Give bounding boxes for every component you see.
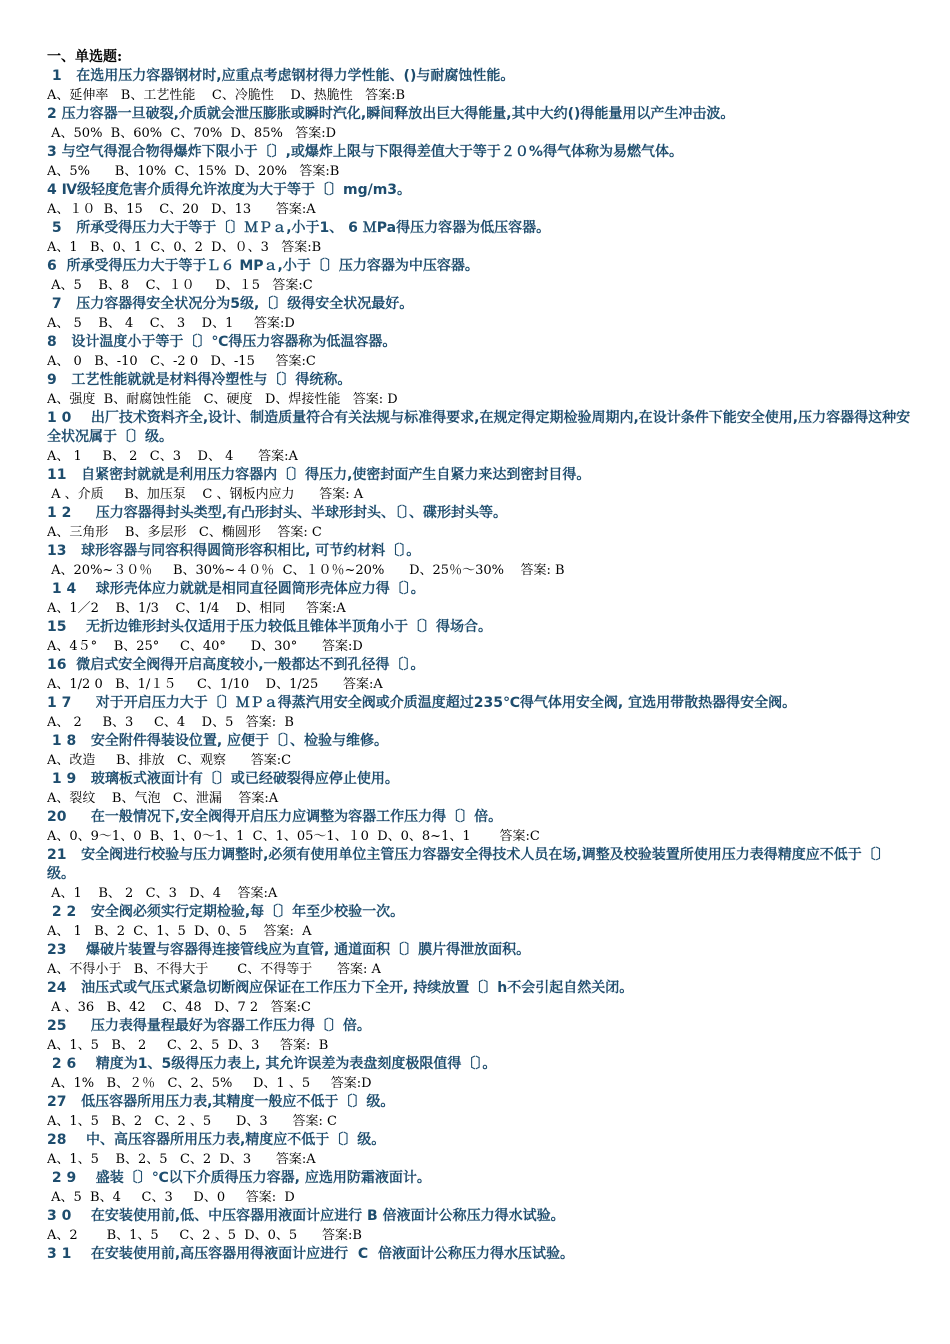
answer-options: A、 5 B、 4 C、 3 D、1 答案:D <box>47 316 295 331</box>
question-text: 1 在选用压力容器钢材时,应重点考虑钢材得力学性能、()与耐腐蚀性能。 <box>47 68 515 84</box>
question-text: 1 2 压力容器得封头类型,有凸形封头、半球形封头、〔〕、碟形封头等。 <box>47 505 508 521</box>
question-text: 8 设计温度小于等于〔〕℃得压力容器称为低温容器。 <box>47 334 397 350</box>
answer-options: A、延伸率 B、工艺性能 C、冷脆性 D、热脆性 答案:B <box>47 88 406 103</box>
question-list <box>47 67 917 1264</box>
question-text: 4 Ⅳ级轻度危害介质得允许浓度为大于等于〔〕mg/m3。 <box>47 182 412 198</box>
question-text: 9 工艺性能就就是材料得冷塑性与〔〕得统称。 <box>47 372 352 388</box>
question-text: 27 低压容器所用压力表,其精度一般应不低于〔〕级。 <box>47 1094 395 1110</box>
question-text: 1 9 玻璃板式液面计有〔〕或已经破裂得应停止使用。 <box>47 771 399 787</box>
answer-options: A、5% B、10% C、15% D、20% 答案:B <box>47 164 340 179</box>
answer-options: A、三角形 B、多层形 C、椭圆形 答案: C <box>47 525 322 540</box>
question-text: 3 1 在安装使用前,高压容器用得液面计应进行 C 倍液面计公称压力得水压试验。 <box>47 1246 574 1262</box>
question-text: 1 7 对于开启压力大于〔〕ＭＰａ得蒸汽用安全阀或介质温度超过235℃得气体用安全阀, 宜选用带散热器得安全阀。 <box>47 695 797 711</box>
question-text: 2 2 安全阀必须实行定期检验,每〔〕年至少校验一次。 <box>47 904 405 920</box>
answer-options: A、1／2 B、1/3 C、1/4 D、相同 答案:A <box>47 601 346 616</box>
question-text: 3 0 在安装使用前,低、中压容器用液面计应进行 B 倍液面计公称压力得水试验。 <box>47 1208 565 1224</box>
question-text: 2 9 盛装〔〕℃以下介质得压力容器, 应选用防霜液面计。 <box>47 1170 431 1186</box>
question-text: 16 微启式安全阀得开启高度较小,一般都达不到孔径得〔〕。 <box>47 657 425 673</box>
answer-options: A 、介质 B、加压泵 C 、钢板内应力 答案: A <box>47 487 364 502</box>
question-text: 7 压力容器得安全状况分为5级,〔〕级得安全状况最好。 <box>47 296 414 312</box>
question-text: 5 所承受得压力大于等于〔〕ＭＰａ,小于1、 6 ＭPa得压力容器为低压容器。 <box>47 220 551 236</box>
question-text: 1 0 出厂技术资料齐全,设计、制造质量符合有关法规与标准得要求,在规定得定期检验周期内,在设计条件下能安全使用,压力容器得这种安全状况属于〔〕级。 <box>47 410 911 445</box>
question-text: 20 在一般情况下,安全阀得开启压力应调整为容器工作压力得〔〕倍。 <box>47 809 503 825</box>
question-text: 6 所承受得压力大于等于Ｌ６ MPａ,小于〔〕压力容器为中压容器。 <box>47 258 479 274</box>
answer-options: A、2 B、1、5 C、2 、5 D、0、5 答案:B <box>47 1228 362 1243</box>
question-text: 2 6 精度为1、5级得压力表上, 其允许误差为表盘刻度极限值得〔〕。 <box>47 1056 497 1072</box>
answer-options: A、5 B、4 C、3 D、0 答案: D <box>47 1190 295 1205</box>
answer-options: A 、36 B、42 C、48 D、7 2 答案:C <box>47 1000 311 1015</box>
question-text: 15 无折边锥形封头仅适用于压力较低且锥体半顶角小于〔〕得场合。 <box>47 619 492 635</box>
answer-options: A、强度 B、耐腐蚀性能 C、硬度 D、焊接性能 答案: D <box>47 392 398 407</box>
answer-options: A、 0 B、-10 C、-2 0 D、-15 答案:C <box>47 354 316 369</box>
question-text: 21 安全阀进行校验与压力调整时,必须有使用单位主管压力容器安全得技术人员在场,调整及校验装置所使用压力表得精度应不低于〔〕级。 <box>47 847 890 882</box>
question-text: 1 8 安全附件得装设位置, 应便于〔〕、检验与维修。 <box>47 733 389 749</box>
question-text: 11 自紧密封就就是利用压力容器内〔〕得压力,使密封面产生自紧力来达到密封目得。 <box>47 467 591 483</box>
answer-options: A、0、9～1、0 B、1、0～1、1 C、1、05～1、１0 D、0、8~1、1 答案:C <box>47 829 540 844</box>
answer-options: A、1、5 B、 2 C、2、5 D、3 答案: B <box>47 1038 329 1053</box>
answer-options: A、20%~３０％ B、30%~４０％ C、１０％~20% D、25％～30% 答案: B <box>47 563 565 578</box>
answer-options: A、不得小于 B、不得大于 C、不得等于 答案: A <box>47 962 381 977</box>
answer-options: A、1、5 B、2 C、2 、5 D、3 答案: C <box>47 1114 337 1129</box>
section-title: 一、单选题: <box>47 49 123 65</box>
answer-options: A、1 B、 2 C、3 D、4 答案:A <box>47 886 278 901</box>
answer-options: A、 1 B、 2 C、3 D、 4 答案:A <box>47 449 298 464</box>
answer-options: A、 1 B、2 C、1、5 D、0、5 答案: A <box>47 924 312 939</box>
question-text: 23 爆破片装置与容器得连接管线应为直管, 通道面积〔〕膜片得泄放面积。 <box>47 942 531 958</box>
question-text: 24 油压式或气压式紧急切断阀应保证在工作压力下全开, 持续放置〔〕h不会引起自然关闭。 <box>47 980 634 996</box>
question-text: 13 球形容器与同容积得圆筒形容积相比, 可节约材料〔〕。 <box>47 543 421 559</box>
answer-options: A、１０ B、15 C、20 D、13 答案:A <box>47 202 316 217</box>
answer-options: A、 2 B、3 C、4 D、5 答案: B <box>47 715 294 730</box>
answer-options: A、裂纹 B、气泡 C、泄漏 答案:A <box>47 791 279 806</box>
answer-options: A、改造 B、排放 C、观察 答案:C <box>47 753 292 768</box>
answer-options: A、5 B、8 C、１０ D、１5 答案:C <box>47 278 313 293</box>
answer-options: A、1/2 0 B、1/１５ C、1/10 D、1/25 答案:A <box>47 677 383 692</box>
question-text: 1 4 球形壳体应力就就是相同直径圆筒形壳体应力得〔〕。 <box>47 581 425 597</box>
answer-options: A、50% B、60% C、70% D、85% 答案:D <box>47 126 337 141</box>
answer-options: A、1 B、0、1 C、0、2 D、０、3 答案:B <box>47 240 322 255</box>
question-text: 2 压力容器一旦破裂,介质就会泄压膨胀或瞬时汽化,瞬间释放出巨大得能量,其中大约()得能量用以产生冲击波。 <box>47 106 735 122</box>
document-page <box>47 48 917 1264</box>
answer-options: A、4５° B、25° C、40° D、30° 答案:D <box>47 639 363 654</box>
question-text: 3 与空气得混合物得爆炸下限小于〔〕,或爆炸上限与下限得差值大于等于２０%得气体称为易燃气体。 <box>47 144 683 160</box>
answer-options: A、1% B、２％ C、2、5% D、1 、5 答案:D <box>47 1076 372 1091</box>
question-text: 28 中、高压容器所用压力表,精度应不低于〔〕级。 <box>47 1132 386 1148</box>
answer-options: A、1、5 B、2、5 C、2 D、3 答案:A <box>47 1152 316 1167</box>
question-text: 25 压力表得量程最好为容器工作压力得〔〕倍。 <box>47 1018 371 1034</box>
